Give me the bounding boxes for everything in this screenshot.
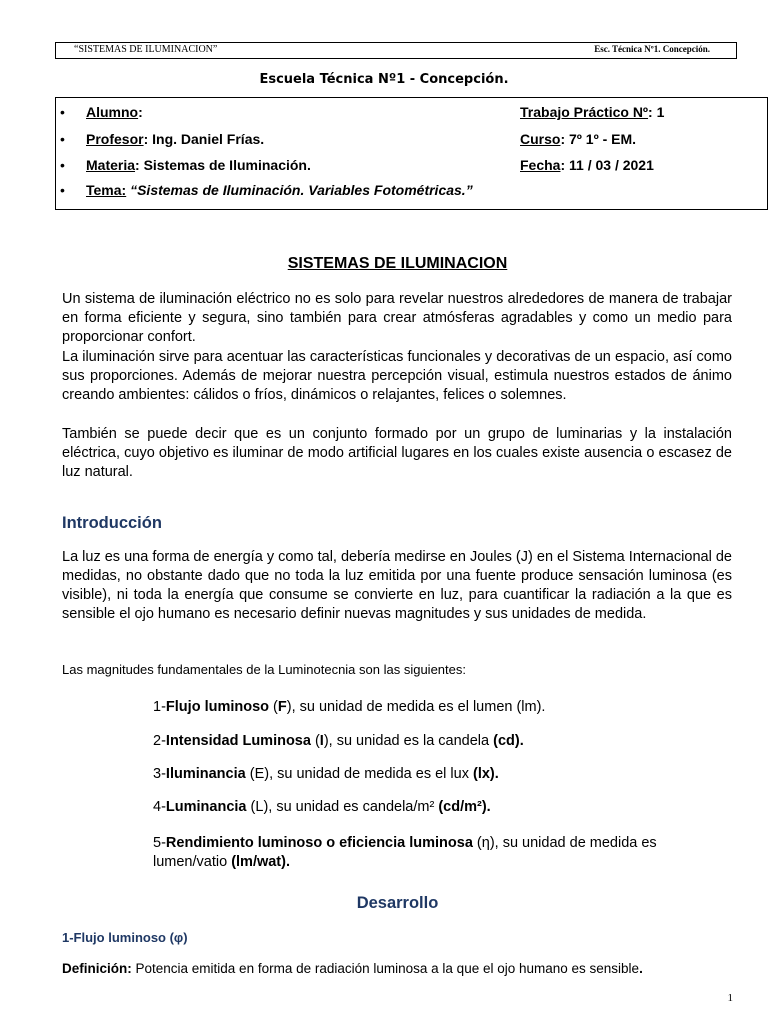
fecha-label: Fecha [520, 157, 561, 173]
definicion-text: Potencia emitida en forma de radiación luminosa a la que el ojo humano es sensible [131, 961, 640, 976]
student-info-box [55, 97, 768, 210]
running-header [55, 42, 737, 59]
school-title: Escuela Técnica Nº1 - Concepción. [259, 72, 509, 87]
curso-label: Curso [520, 131, 561, 147]
tema-label: Tema: [86, 182, 127, 198]
magnitude-item-4: 4-Luminancia (L), su unidad es candela/m² (cd/m²). [153, 799, 491, 815]
bullet: • [60, 182, 65, 198]
intro-paragraph-2: La iluminación sirve para acentuar las características funcionales y decorativas de un espacio, así como sus proporciones. Además de mejorar nuestra percepción visual, estimula nuestros estados de ánimo creando ambientes: cálidos o fríos, dinámicos o relajantes, felices o solemnes. [62, 349, 732, 403]
alumno-label: Alumno [86, 104, 139, 120]
curso-value: : 7º 1º - EM. [560, 131, 637, 147]
bullet: • [60, 157, 65, 173]
trabajo-value: : 1 [648, 104, 665, 120]
intro-paragraph-1: Un sistema de iluminación eléctrico no es solo para revelar nuestros alrededores de manera de trabajar en forma eficiente y segura, sino también para crear atmósferas agradables y como un medio para proporcionar confort. [62, 291, 732, 345]
profesor-label: Profesor [86, 131, 144, 147]
materia-label: Materia [86, 157, 136, 173]
trabajo-label: Trabajo Práctico Nº [520, 104, 649, 120]
materia-value: : Sistemas de Iluminación. [135, 157, 311, 173]
definicion-label: Definición: [62, 961, 132, 976]
header-right: Esc. Técnica Nº1. Concepción. [594, 44, 710, 54]
page-number: 1 [727, 992, 733, 1004]
profesor-value: : Ing. Daniel Frías. [143, 131, 265, 147]
main-title: SISTEMAS DE ILUMINACION [287, 255, 508, 272]
magnitude-item-3: 3-Iluminancia (E), su unidad de medida es el lux (lx). [153, 766, 499, 782]
introduccion-paragraph: La luz es una forma de energía y como tal, debería medirse en Joules (J) en el Sistema Internacional de medidas, no obstante dado que no toda la luz emitida por una fuente produce sensación luminosa (es visible), ni toda la energía que consume se convierte en luz, para cuantificar la radiación a la que es sensible el ojo humano es necesario definir nuevas magnitudes y sus unidades de medida. [62, 549, 732, 622]
bullet: • [60, 131, 65, 147]
tema-value: “Sistemas de Iluminación. Variables Fotométricas.” [130, 182, 473, 198]
fecha-value: : 11 / 03 / 2021 [560, 157, 654, 173]
definicion-line: Definición: Potencia emitida en forma de radiación luminosa a la que el ojo humano es sensible. [62, 961, 643, 976]
flujo-subheading: 1-Flujo luminoso (φ) [62, 930, 188, 945]
intro-paragraph-3: También se puede decir que es un conjunto formado por un grupo de luminarias y la instalación eléctrica, cuyo objetivo es iluminar de modo artificial lugares en los cuales existe ausencia o escasez de luz natural. [62, 426, 732, 480]
magnitude-item-1: 1-Flujo luminoso (F), su unidad de medida es el lumen (lm). [153, 699, 546, 715]
header-left: “SISTEMAS DE ILUMINACION” [74, 44, 218, 55]
magnitude-item-5: 5-Rendimiento luminoso o eficiencia luminosa (η), su unidad de medida es lumen/vatio (lm/wat). [153, 835, 657, 870]
magnitude-item-2: 2-Intensidad Luminosa (I), su unidad es la candela (cd). [153, 733, 524, 749]
desarrollo-heading: Desarrollo [356, 894, 439, 912]
magnitudes-intro: Las magnitudes fundamentales de la Luminotecnia son las siguientes: [62, 662, 466, 677]
alumno-value: : [138, 104, 143, 120]
introduccion-heading: Introducción [62, 514, 162, 532]
bullet: • [60, 104, 65, 120]
